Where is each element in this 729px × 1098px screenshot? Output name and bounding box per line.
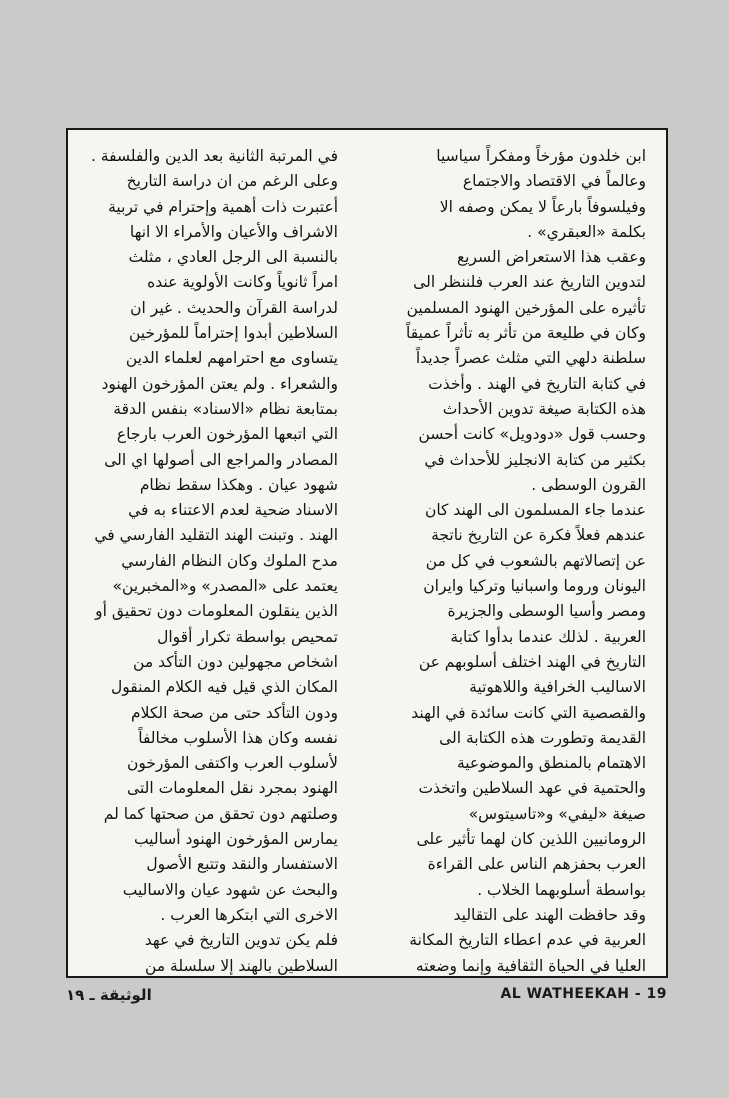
- paragraph: ابن خلدون مؤرخاً ومفكراً سياسيا وعالماً في الاقتصاد والاجتماع وفيلسوفاً بارعاً لا يمكن وصفه الا بكلمة «العبقري» .: [436, 147, 646, 241]
- page-number-english: AL WATHEEKAH - 19: [500, 986, 667, 1002]
- paragraph: في المرتبة الثانية بعد الدين والفلسفة . وعلى الرغم من ان دراسة التاريخ أعتبرت ذات أهمية وإحترام في تربية الاشراف والأعيان والأمراء الا انها بالنسبة الى الرجل العادي ، مثلث امراً ثانوياً وكانت الأولوية عنده لدراسة القرآن والحديث . غير ان السلاطين أبدوا إحتراماً للمؤرخين يتساوى مع احترامهم لعلماء الدين والشعراء . ولم يعتن المؤرخون الهنود بمتابعة نظام «الاسناد» بنفس الدقة التي اتبعها المؤرخون العرب بارجاع المصادر والمراجع الى أصولها اي الى شهود عيان . وهكذا سقط نظام الاسناد ضحية لعدم الاعتناء به في الهند . وتبنت الهند التقليد الفارسي في مدح الملوك وكان النظام الفارسي يعتمد على «المصدر» و«المخبرين» الذين ينقلون المعلومات دون تحقيق أو تمحيص بواسطة تكرار أقوال اشخاص مجهولين دون التأكد من المكان الذي قيل فيه الكلام المنقول ودون التأكد حتى من صحة الكلام نفسه وكان هذا الأسلوب مخالفاً لأسلوب العرب واكتفى المؤرخون الهنود بمجرد نقل المعلومات التى وصلتهم دون تحقق من صحتها كما لم يمارس المؤرخون الهنود أساليب الاستفسار والنقد وتتبع الأصول والبحث عن شهود عيان والاساليب الاخرى التي ابتكرها العرب .: [90, 147, 338, 924]
- article-right-column: [390, 144, 646, 975]
- paragraph: وعقب هذا الاستعراض السريع لتدوين التاريخ عند العرب فلننظر الى تأثيره على المؤرخين الهنود المسلمين وكان في طليعة من تأثر به تأثراً عميقاً سلطنة دلهي التي مثلث عصراً جديداً في كتابة التاريخ في الهند . وأخذت هذه الكتابة صيغة تدوين الأحداث وحسب قول «دودويل» كانت أحسن بكثير من كتابة الانجليز للأحداث في القرون الوسطى .: [405, 248, 646, 494]
- article-left-column: [84, 144, 338, 975]
- page-number-arabic: الوثيقة ـ ١٩: [66, 986, 152, 1004]
- paragraph: فلم يكن تدوين التاريخ في عهد السلاطين بالهند إلا سلسلة من: [144, 931, 338, 975]
- paragraph: وقد حافظت الهند على التقاليد العربية في عدم اعطاء التاريخ المكانة العليا في الحياة الثقافية وإنما وضعته: [409, 905, 646, 975]
- paragraph: عندما جاء المسلمون الى الهند كان عندهم فعلاً فكرة عن التاريخ ناتجة عن إتصالاتهم بالشعوب في كل من اليونان وروما واسبانيا وتركيا وايران ومصر وأسيا الوسطى والجزيرة العربية . لذلك عندما بدأوا كتابة التاريخ في الهند اختلف أسلوبهم عن الاساليب الخرافية واللاهوتية والقصصية التي كانت سائدة في الهند القديمة وتطورت هذه الكتابة الى الاهتمام بالمنطق والموضوعية والحتمية في عهد السلاطين واتخذت صيغة «ليفي» و«تاسيتوس» الرومانيين اللذين كان لهما تأثير على العرب بحفزهم الناس على القراءة بواسطة أسلوبهما الخلاب .: [411, 501, 646, 899]
- article-frame: [66, 128, 668, 978]
